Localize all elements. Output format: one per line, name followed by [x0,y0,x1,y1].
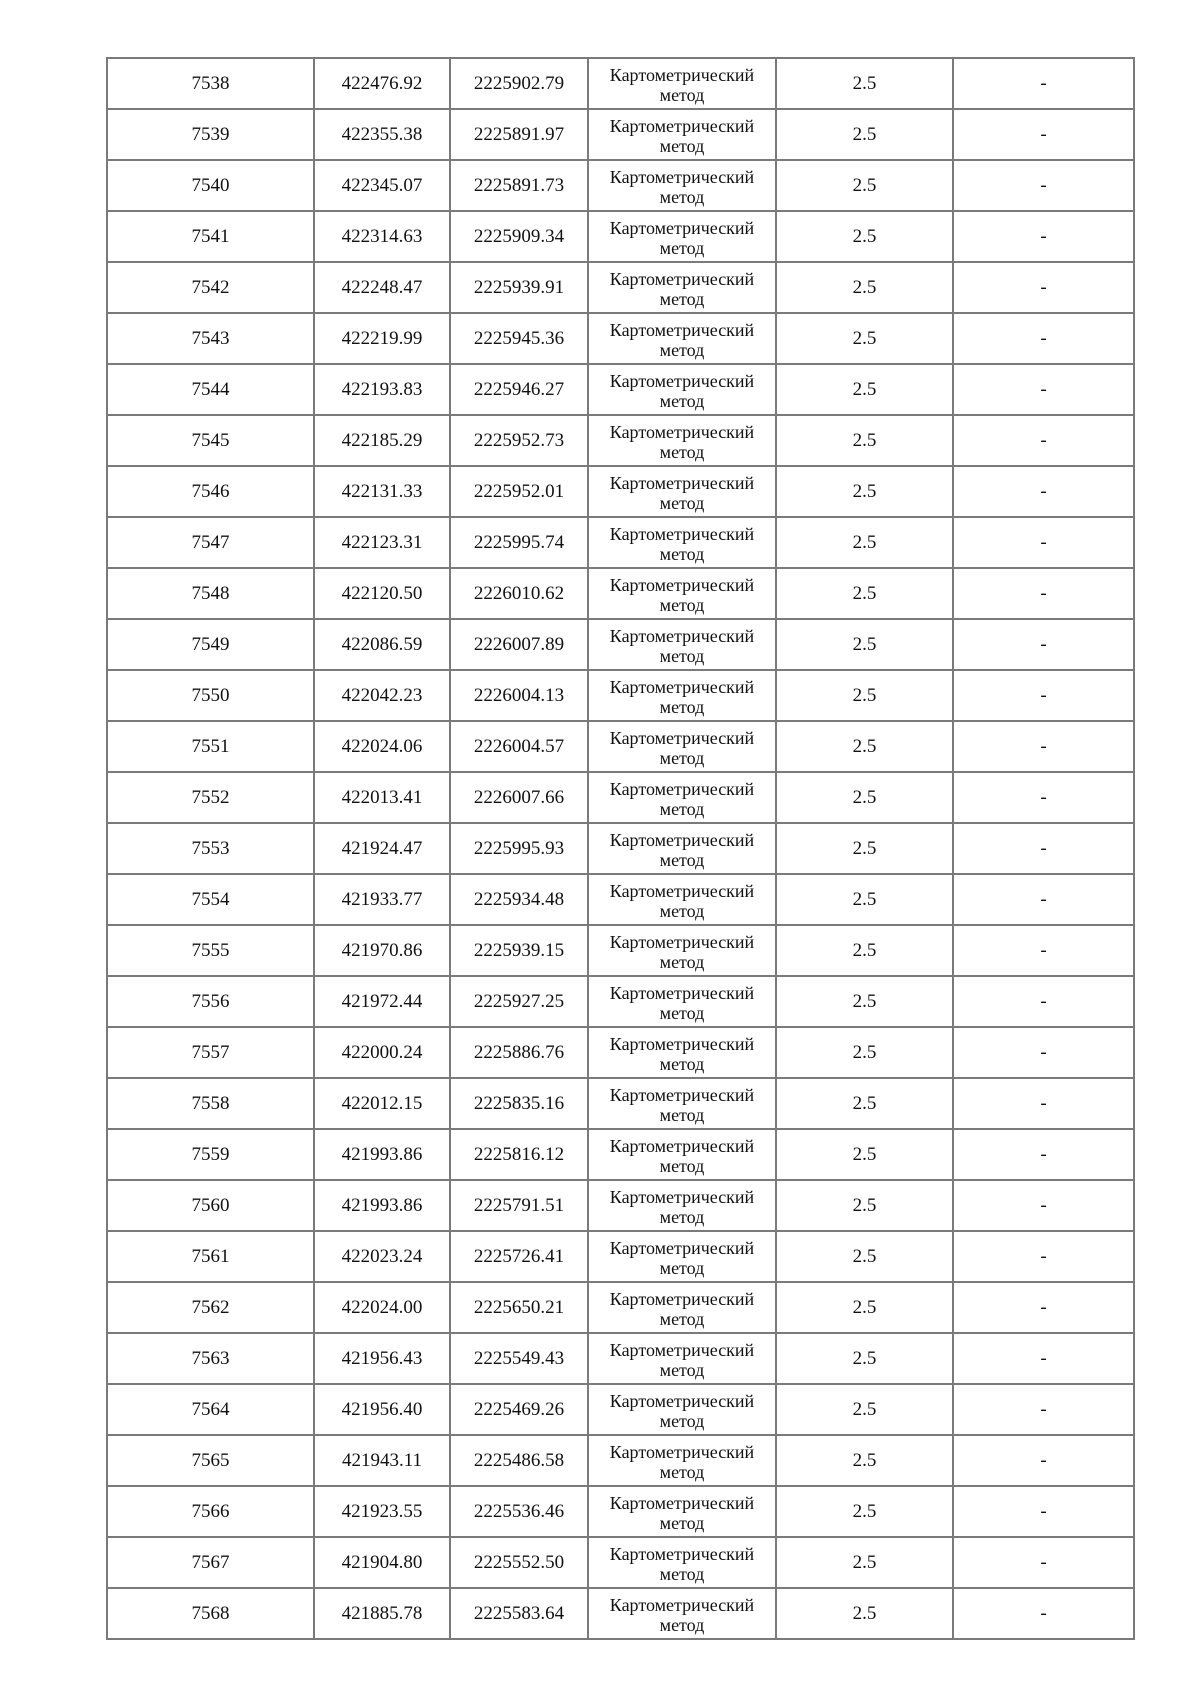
method-line-2: метод [659,1410,705,1431]
y-coordinate-cell: 2225927.25 [450,976,588,1027]
accuracy-cell: 2.5 [776,517,953,568]
method-cell [588,466,776,517]
method-line-1: Картометрический [609,1135,755,1156]
table-row [107,670,1134,721]
method-cell [588,670,776,721]
y-coordinate-cell: 2225486.58 [450,1435,588,1486]
point-number-cell: 7566 [107,1486,314,1537]
y-coordinate-cell: 2225549.43 [450,1333,588,1384]
point-number-cell: 7548 [107,568,314,619]
method-line-1: Картометрический [609,574,755,595]
method-line-1: Картометрический [609,115,755,136]
note-cell: - [953,364,1134,415]
method-cell [588,619,776,670]
point-number-cell: 7567 [107,1537,314,1588]
method-line-1: Картометрический [609,1288,755,1309]
y-coordinate-cell: 2225995.93 [450,823,588,874]
method-cell [588,1027,776,1078]
table-row [107,211,1134,262]
accuracy-cell: 2.5 [776,1384,953,1435]
point-number-cell: 7554 [107,874,314,925]
x-coordinate-cell: 422345.07 [314,160,450,211]
method-line-2: метод [659,441,705,462]
y-coordinate-cell: 2226010.62 [450,568,588,619]
method-line-2: метод [659,288,705,309]
x-coordinate-cell: 422193.83 [314,364,450,415]
method-cell [588,1588,776,1639]
note-cell: - [953,1486,1134,1537]
method-line-2: метод [659,339,705,360]
method-cell [588,58,776,109]
note-cell: - [953,58,1134,109]
note-cell: - [953,976,1134,1027]
note-cell: - [953,313,1134,364]
method-line-1: Картометрический [609,217,755,238]
point-number-cell: 7568 [107,1588,314,1639]
method-line-1: Картометрический [609,625,755,646]
table-row [107,517,1134,568]
method-cell [588,1384,776,1435]
point-number-cell: 7550 [107,670,314,721]
method-line-2: метод [659,1359,705,1380]
point-number-cell: 7564 [107,1384,314,1435]
method-line-1: Картометрический [609,1492,755,1513]
accuracy-cell: 2.5 [776,568,953,619]
method-cell [588,1078,776,1129]
accuracy-cell: 2.5 [776,1180,953,1231]
method-line-2: метод [659,1614,705,1635]
point-number-cell: 7562 [107,1282,314,1333]
x-coordinate-cell: 422219.99 [314,313,450,364]
accuracy-cell: 2.5 [776,1588,953,1639]
accuracy-cell: 2.5 [776,772,953,823]
note-cell: - [953,1384,1134,1435]
x-coordinate-cell: 421923.55 [314,1486,450,1537]
point-number-cell: 7565 [107,1435,314,1486]
point-number-cell: 7539 [107,109,314,160]
point-number-cell: 7558 [107,1078,314,1129]
note-cell: - [953,619,1134,670]
method-line-1: Картометрический [609,1441,755,1462]
y-coordinate-cell: 2225939.91 [450,262,588,313]
x-coordinate-cell: 421885.78 [314,1588,450,1639]
table-row [107,415,1134,466]
y-coordinate-cell: 2225945.36 [450,313,588,364]
method-cell [588,874,776,925]
method-line-2: метод [659,1053,705,1074]
method-line-1: Картометрический [609,421,755,442]
x-coordinate-cell: 422023.24 [314,1231,450,1282]
method-cell [588,823,776,874]
method-line-2: метод [659,747,705,768]
x-coordinate-cell: 422012.15 [314,1078,450,1129]
point-number-cell: 7555 [107,925,314,976]
table-row [107,364,1134,415]
method-line-1: Картометрический [609,472,755,493]
x-coordinate-cell: 421993.86 [314,1180,450,1231]
y-coordinate-cell: 2225891.73 [450,160,588,211]
method-cell [588,721,776,772]
table-row [107,772,1134,823]
method-cell [588,517,776,568]
y-coordinate-cell: 2226004.13 [450,670,588,721]
method-line-2: метод [659,1155,705,1176]
x-coordinate-cell: 421933.77 [314,874,450,925]
note-cell: - [953,211,1134,262]
table-row [107,1486,1134,1537]
method-cell [588,313,776,364]
accuracy-cell: 2.5 [776,109,953,160]
x-coordinate-cell: 421972.44 [314,976,450,1027]
note-cell: - [953,109,1134,160]
method-cell [588,1435,776,1486]
method-line-1: Картометрический [609,166,755,187]
method-cell [588,262,776,313]
note-cell: - [953,1027,1134,1078]
note-cell: - [953,874,1134,925]
accuracy-cell: 2.5 [776,1027,953,1078]
y-coordinate-cell: 2225835.16 [450,1078,588,1129]
point-number-cell: 7560 [107,1180,314,1231]
method-line-2: метод [659,1206,705,1227]
x-coordinate-cell: 422185.29 [314,415,450,466]
note-cell: - [953,1537,1134,1588]
table-row [107,1129,1134,1180]
table-row [107,568,1134,619]
table-row [107,1078,1134,1129]
point-number-cell: 7552 [107,772,314,823]
note-cell: - [953,1282,1134,1333]
accuracy-cell: 2.5 [776,160,953,211]
method-line-1: Картометрический [609,1084,755,1105]
point-number-cell: 7547 [107,517,314,568]
x-coordinate-cell: 422120.50 [314,568,450,619]
x-coordinate-cell: 421970.86 [314,925,450,976]
method-line-1: Картометрический [609,1594,755,1615]
x-coordinate-cell: 422024.00 [314,1282,450,1333]
method-cell [588,1129,776,1180]
point-number-cell: 7563 [107,1333,314,1384]
method-line-1: Картометрический [609,319,755,340]
y-coordinate-cell: 2225995.74 [450,517,588,568]
y-coordinate-cell: 2225934.48 [450,874,588,925]
note-cell: - [953,1180,1134,1231]
point-number-cell: 7551 [107,721,314,772]
table-row [107,874,1134,925]
y-coordinate-cell: 2225891.97 [450,109,588,160]
method-line-2: метод [659,951,705,972]
method-cell [588,109,776,160]
accuracy-cell: 2.5 [776,415,953,466]
y-coordinate-cell: 2225816.12 [450,1129,588,1180]
x-coordinate-cell: 422248.47 [314,262,450,313]
note-cell: - [953,1231,1134,1282]
method-line-2: метод [659,1104,705,1125]
point-number-cell: 7541 [107,211,314,262]
method-cell [588,1486,776,1537]
x-coordinate-cell: 422131.33 [314,466,450,517]
coordinates-table [106,57,1135,1640]
method-line-2: метод [659,84,705,105]
accuracy-cell: 2.5 [776,262,953,313]
note-cell: - [953,262,1134,313]
y-coordinate-cell: 2225946.27 [450,364,588,415]
table-row [107,58,1134,109]
accuracy-cell: 2.5 [776,211,953,262]
y-coordinate-cell: 2225909.34 [450,211,588,262]
method-cell [588,1180,776,1231]
method-line-2: метод [659,1512,705,1533]
point-number-cell: 7543 [107,313,314,364]
point-number-cell: 7546 [107,466,314,517]
point-number-cell: 7540 [107,160,314,211]
method-line-2: метод [659,696,705,717]
method-line-1: Картометрический [609,1543,755,1564]
point-number-cell: 7553 [107,823,314,874]
table-row [107,1435,1134,1486]
y-coordinate-cell: 2225952.73 [450,415,588,466]
note-cell: - [953,568,1134,619]
accuracy-cell: 2.5 [776,721,953,772]
method-cell [588,772,776,823]
table-row [107,160,1134,211]
table-row [107,1333,1134,1384]
y-coordinate-cell: 2225902.79 [450,58,588,109]
method-line-1: Картометрический [609,880,755,901]
method-line-1: Картометрический [609,982,755,1003]
table-row [107,1231,1134,1282]
y-coordinate-cell: 2226004.57 [450,721,588,772]
method-line-1: Картометрический [609,523,755,544]
y-coordinate-cell: 2225536.46 [450,1486,588,1537]
method-line-1: Картометрический [609,1339,755,1360]
table-row [107,313,1134,364]
table-row [107,721,1134,772]
accuracy-cell: 2.5 [776,58,953,109]
table-row [107,1588,1134,1639]
method-line-2: метод [659,390,705,411]
method-cell [588,211,776,262]
table-row [107,619,1134,670]
x-coordinate-cell: 422086.59 [314,619,450,670]
table-row [107,262,1134,313]
y-coordinate-cell: 2225791.51 [450,1180,588,1231]
method-line-2: метод [659,798,705,819]
x-coordinate-cell: 421924.47 [314,823,450,874]
method-line-1: Картометрический [609,268,755,289]
note-cell: - [953,772,1134,823]
y-coordinate-cell: 2225952.01 [450,466,588,517]
x-coordinate-cell: 422476.92 [314,58,450,109]
accuracy-cell: 2.5 [776,466,953,517]
x-coordinate-cell: 421904.80 [314,1537,450,1588]
table-row [107,1384,1134,1435]
method-line-2: метод [659,237,705,258]
table-row [107,823,1134,874]
method-line-1: Картометрический [609,1390,755,1411]
accuracy-cell: 2.5 [776,1282,953,1333]
accuracy-cell: 2.5 [776,364,953,415]
note-cell: - [953,1078,1134,1129]
point-number-cell: 7561 [107,1231,314,1282]
y-coordinate-cell: 2225469.26 [450,1384,588,1435]
x-coordinate-cell: 422013.41 [314,772,450,823]
method-line-1: Картометрический [609,1033,755,1054]
accuracy-cell: 2.5 [776,1078,953,1129]
x-coordinate-cell: 422024.06 [314,721,450,772]
method-line-2: метод [659,849,705,870]
method-cell [588,568,776,619]
method-line-2: метод [659,645,705,666]
x-coordinate-cell: 422123.31 [314,517,450,568]
note-cell: - [953,925,1134,976]
accuracy-cell: 2.5 [776,313,953,364]
x-coordinate-cell: 422042.23 [314,670,450,721]
method-line-2: метод [659,1461,705,1482]
note-cell: - [953,721,1134,772]
accuracy-cell: 2.5 [776,1486,953,1537]
accuracy-cell: 2.5 [776,1129,953,1180]
method-cell [588,415,776,466]
point-number-cell: 7544 [107,364,314,415]
point-number-cell: 7549 [107,619,314,670]
table-row [107,466,1134,517]
y-coordinate-cell: 2225886.76 [450,1027,588,1078]
method-line-1: Картометрический [609,931,755,952]
note-cell: - [953,1129,1134,1180]
y-coordinate-cell: 2225552.50 [450,1537,588,1588]
method-line-2: метод [659,543,705,564]
method-line-1: Картометрический [609,727,755,748]
table-row [107,1282,1134,1333]
coordinates-table-body [107,58,1134,1639]
method-line-2: метод [659,594,705,615]
x-coordinate-cell: 422355.38 [314,109,450,160]
note-cell: - [953,415,1134,466]
note-cell: - [953,517,1134,568]
table-row [107,925,1134,976]
accuracy-cell: 2.5 [776,976,953,1027]
note-cell: - [953,670,1134,721]
y-coordinate-cell: 2226007.66 [450,772,588,823]
note-cell: - [953,823,1134,874]
point-number-cell: 7557 [107,1027,314,1078]
method-line-2: метод [659,1257,705,1278]
method-cell [588,976,776,1027]
method-cell [588,1537,776,1588]
method-line-2: метод [659,1002,705,1023]
method-line-2: метод [659,1563,705,1584]
method-line-1: Картометрический [609,1237,755,1258]
accuracy-cell: 2.5 [776,925,953,976]
x-coordinate-cell: 421993.86 [314,1129,450,1180]
y-coordinate-cell: 2225939.15 [450,925,588,976]
accuracy-cell: 2.5 [776,1333,953,1384]
accuracy-cell: 2.5 [776,823,953,874]
x-coordinate-cell: 421956.43 [314,1333,450,1384]
accuracy-cell: 2.5 [776,670,953,721]
table-row [107,1180,1134,1231]
method-cell [588,1333,776,1384]
accuracy-cell: 2.5 [776,1435,953,1486]
method-cell [588,160,776,211]
method-line-1: Картометрический [609,64,755,85]
method-cell [588,1231,776,1282]
table-row [107,1537,1134,1588]
table-row [107,1027,1134,1078]
method-line-1: Картометрический [609,778,755,799]
point-number-cell: 7542 [107,262,314,313]
method-cell [588,925,776,976]
x-coordinate-cell: 421956.40 [314,1384,450,1435]
method-line-1: Картометрический [609,676,755,697]
method-line-1: Картометрический [609,829,755,850]
point-number-cell: 7556 [107,976,314,1027]
accuracy-cell: 2.5 [776,1537,953,1588]
accuracy-cell: 2.5 [776,619,953,670]
point-number-cell: 7538 [107,58,314,109]
accuracy-cell: 2.5 [776,874,953,925]
method-line-1: Картометрический [609,370,755,391]
y-coordinate-cell: 2225726.41 [450,1231,588,1282]
method-line-2: метод [659,135,705,156]
note-cell: - [953,1435,1134,1486]
x-coordinate-cell: 421943.11 [314,1435,450,1486]
x-coordinate-cell: 422314.63 [314,211,450,262]
note-cell: - [953,1333,1134,1384]
point-number-cell: 7545 [107,415,314,466]
table-row [107,976,1134,1027]
method-line-2: метод [659,492,705,513]
method-line-2: метод [659,1308,705,1329]
note-cell: - [953,466,1134,517]
note-cell: - [953,1588,1134,1639]
note-cell: - [953,160,1134,211]
table-row [107,109,1134,160]
accuracy-cell: 2.5 [776,1231,953,1282]
point-number-cell: 7559 [107,1129,314,1180]
method-cell [588,1282,776,1333]
y-coordinate-cell: 2225583.64 [450,1588,588,1639]
y-coordinate-cell: 2225650.21 [450,1282,588,1333]
method-line-2: метод [659,900,705,921]
x-coordinate-cell: 422000.24 [314,1027,450,1078]
method-cell [588,364,776,415]
y-coordinate-cell: 2226007.89 [450,619,588,670]
method-line-1: Картометрический [609,1186,755,1207]
method-line-2: метод [659,186,705,207]
